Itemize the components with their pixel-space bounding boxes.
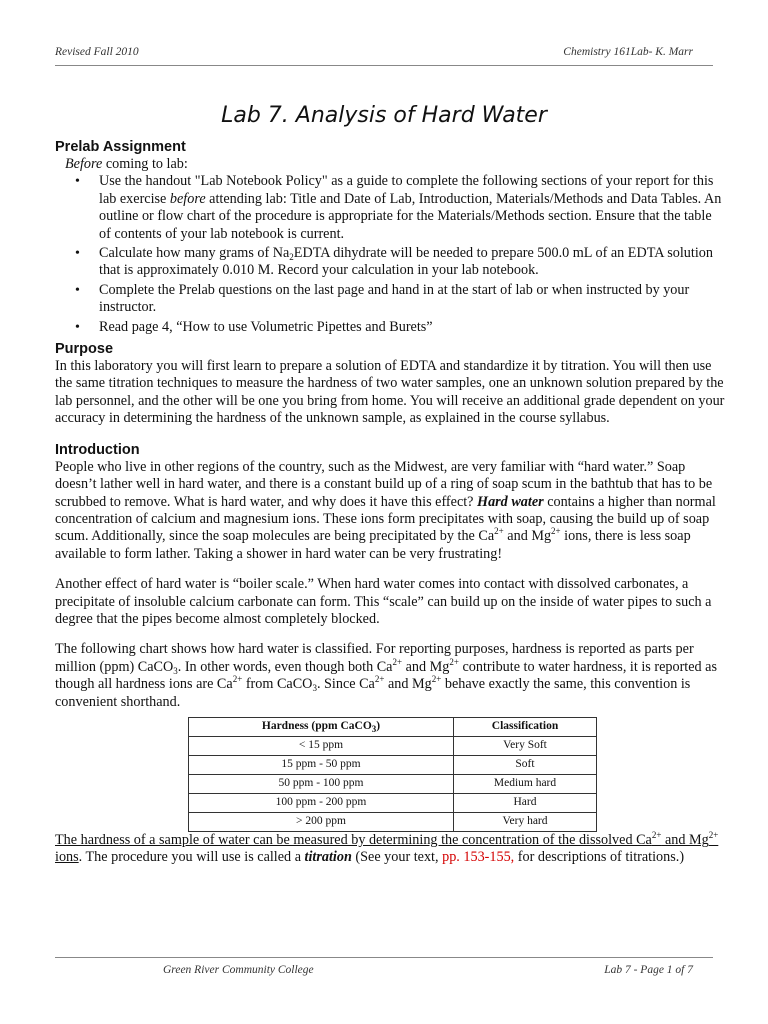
intro-paragraph-3: The following chart shows how hard water is classified. For reporting purposes, hardness is reported as parts per million (ppm) CaCO$_3$. In other words, even though both $Ca^{2+}$ and $Mg^{2+}$ contribute to water hardness, it is reported as though all hardness ions are $Ca^{2+}$ from CaCO$_3$. Since $Ca^{2+}$ and $Mg^{2+}$ behave exactly the same, this convention is convenient shorthand. — [55, 641, 717, 710]
table-row: 100 ppm - 200 ppm Hard — [189, 793, 597, 812]
table-row: < 15 ppm Very Soft — [189, 736, 597, 755]
list-item: • Complete the Prelab questions on the last page and hand in at the start of lab or when instructed by your instructor. — [99, 282, 725, 317]
page-footer — [55, 964, 713, 980]
prelab-intro: Before coming to lab: — [65, 156, 188, 172]
header-divider — [55, 65, 713, 66]
column-header-classification: Classification — [454, 717, 597, 736]
list-item: • Use the handout "Lab Notebook Policy" as a guide to complete the following sections of your report for this lab exercise before attending lab: Title and Date of Lab, Introduction, Materials/Methods and Data Tables. An outline or flow chart of the procedure is appropriate for the Materials/Methods section. Ensure that the table of contents of your lab notebook is current. — [99, 173, 725, 243]
purpose-heading: Purpose — [55, 341, 114, 358]
prelab-heading: Prelab Assignment — [55, 139, 186, 155]
intro-paragraph-1: People who live in other regions of the country, such as the Midwest, are very familiar with “hard water.” Soap doesn’t lather well in hard water, and there is a constant build up of a ring of soap scum in the bathtub that has to be scrubbed to remove. What is hard water, and why does it have this effect? Hard water contains a higher than normal concentration of calcium and magnesium ions. These ions form precipitates with soap, causing the build up of soap scum. Additionally, since the soap molecules are being precipitated by the $Ca^{2+}$ and $Mg^{2+}$ ions, there is less soap available to form lather. Taking a shower in hard water can be very frustrating! — [55, 458, 716, 562]
table-row: > 200 ppm Very hard — [189, 812, 597, 831]
header-left: Revised Fall 2010 — [55, 46, 139, 58]
closing-paragraph: The hardness of a sample of water can be measured by determining the concentration of the dissolved $Ca^{2+}$ and $Mg^{2+}$ ions. The procedure you will use is called a titration (See your text, pp. 153-155, for descriptions of titrations.) — [55, 829, 719, 866]
footer-page-number: Lab 7 - Page 1 of 7 — [604, 964, 693, 976]
table-row: 15 ppm - 50 ppm Soft — [189, 755, 597, 774]
page-header — [55, 46, 713, 64]
list-item: • Read page 4, “How to use Volumetric Pipettes and Burets” — [99, 319, 725, 336]
introduction-heading: Introduction — [55, 441, 140, 458]
purpose-text: In this laboratory you will first learn to prepare a solution of EDTA and standardize it by titration. You will then use the same titration techniques to measure the hardness of two water samples, one an unknown solution prepared by the lab personnel, and the other will be one you bring from home. You will receive an additional grade dependent on your accuracy in determining the hardness of the unknown sample, as explained in the course syllabus. — [55, 358, 725, 427]
hardness-table — [188, 717, 597, 832]
footer-institution: Green River Community College — [163, 964, 314, 976]
table-header-row — [189, 717, 597, 736]
main-content — [55, 138, 725, 867]
page-reference-link[interactable]: pp. 153-155, — [442, 849, 515, 866]
intro-paragraph-2: Another effect of hard water is “boiler scale.” When hard water comes into contact with dissolved carbonates, a precipitate of insoluble calcium carbonate can form. This “scale” can build up on the inside of water pipes to such a degree that the pipes become almost completely blocked. — [55, 576, 712, 627]
header-right: Chemistry 161Lab- K. Marr — [563, 46, 693, 58]
list-item: • Calculate how many grams of $Na_2EDTA$ dihydrate will be needed to prepare 500.0 mL of an EDTA solution that is approximately 0.010 M. Record your calculation in your lab notebook. — [99, 245, 725, 280]
table-row: 50 ppm - 100 ppm Medium hard — [189, 774, 597, 793]
footer-divider — [55, 957, 713, 958]
prelab-list — [55, 173, 725, 336]
page-title: Lab 7. Analysis of Hard Water — [221, 103, 547, 128]
column-header-hardness: Hardness (ppm CaCO$_3$) — [189, 717, 454, 736]
